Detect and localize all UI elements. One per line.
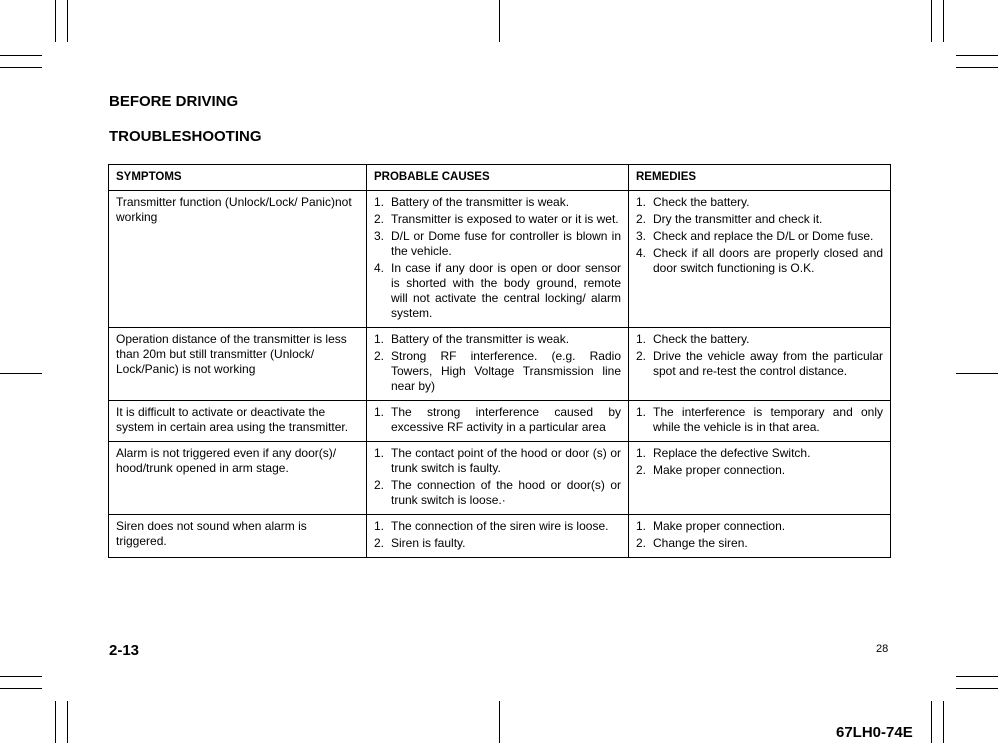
item-number: 3. (636, 229, 647, 243)
document-code: 67LH0-74E (836, 724, 913, 741)
column-header-remedies: REMEDIES (629, 165, 891, 191)
item-number: 1. (636, 332, 647, 346)
cause-item (374, 195, 621, 210)
remedy-item (636, 212, 883, 227)
cause-item-text: The strong interference caused by excessive RF activity in a particular area (391, 405, 621, 434)
probable-causes-cell (367, 401, 629, 442)
crop-mark (0, 55, 42, 56)
crop-mark (956, 67, 998, 68)
remedy-item-text: Check and replace the D/L or Dome fuse. (653, 229, 874, 243)
crop-mark (55, 701, 56, 743)
item-number: 2. (636, 463, 647, 477)
cause-item (374, 261, 621, 321)
table-row (109, 328, 891, 401)
cause-item (374, 332, 621, 347)
cause-item-text: Transmitter is exposed to water or it is wet. (391, 212, 619, 226)
cause-item (374, 212, 621, 227)
remedy-item-text: The interference is temporary and only while the vehicle is in that area. (653, 405, 883, 434)
crop-mark (499, 0, 500, 42)
cause-item (374, 229, 621, 259)
cause-item (374, 349, 621, 394)
remedies-cell (629, 328, 891, 401)
remedy-item-text: Dry the transmitter and check it. (653, 212, 823, 226)
item-number: 2. (374, 536, 385, 550)
cause-item-text: Siren is faulty. (391, 536, 466, 550)
remedy-item (636, 536, 883, 551)
remedy-item-text: Replace the defective Switch. (653, 446, 811, 460)
remedy-item-text: Make proper connection. (653, 519, 786, 533)
cause-item-text: Strong RF interference. (e.g. Radio Towers, High Voltage Transmission line near by) (391, 349, 621, 393)
remedies-cell (629, 515, 891, 558)
item-number: 3. (374, 229, 385, 243)
symptom-cell: Alarm is not triggered even if any door(s)/ hood/trunk opened in arm stage. (109, 442, 367, 515)
item-number: 2. (374, 212, 385, 226)
crop-mark (0, 67, 42, 68)
cause-item (374, 519, 621, 534)
item-number: 4. (636, 246, 647, 260)
table-row (109, 515, 891, 558)
crop-mark (0, 373, 42, 374)
crop-mark (0, 688, 42, 689)
item-number: 1. (374, 519, 385, 533)
column-header-probable-causes: PROBABLE CAUSES (367, 165, 629, 191)
remedy-item (636, 349, 883, 379)
remedy-item (636, 519, 883, 534)
table-header-row (109, 165, 891, 191)
remedies-cell (629, 442, 891, 515)
crop-mark (499, 701, 500, 743)
crop-mark (0, 676, 42, 677)
remedy-item (636, 446, 883, 461)
item-number: 1. (374, 332, 385, 346)
crop-mark (931, 701, 932, 743)
cause-item (374, 478, 621, 508)
section-page-number: 2-13 (109, 642, 140, 659)
column-header-symptoms: SYMPTOMS (109, 165, 367, 191)
symptom-cell: Transmitter function (Unlock/Lock/ Panic)not working (109, 191, 367, 328)
item-number: 1. (636, 195, 647, 209)
remedy-item-text: Make proper connection. (653, 463, 786, 477)
remedies-cell (629, 191, 891, 328)
troubleshooting-table (108, 164, 891, 558)
remedy-item (636, 229, 883, 244)
remedies-list (636, 332, 883, 379)
item-number: 1. (374, 446, 385, 460)
remedy-item (636, 405, 883, 435)
item-number: 4. (374, 261, 385, 275)
cause-item-text: The connection of the hood or door(s) or trunk switch is loose.· (391, 478, 621, 507)
probable-causes-cell (367, 328, 629, 401)
crop-mark (956, 676, 998, 677)
crop-mark (943, 0, 944, 42)
item-number: 1. (374, 195, 385, 209)
remedies-list (636, 195, 883, 276)
cause-item (374, 536, 621, 551)
remedy-item (636, 195, 883, 210)
section-header: BEFORE DRIVING (109, 93, 239, 110)
crop-mark (931, 0, 932, 42)
remedy-item (636, 332, 883, 347)
causes-list (374, 332, 621, 394)
remedy-item-text: Check if all doors are properly closed and door switch functioning is O.K. (653, 246, 883, 275)
remedy-item-text: Change the siren. (653, 536, 748, 550)
causes-list (374, 405, 621, 435)
probable-causes-cell (367, 515, 629, 558)
symptom-cell: Siren does not sound when alarm is triggered. (109, 515, 367, 558)
item-number: 2. (636, 349, 647, 363)
page-number: 28 (876, 643, 889, 655)
cause-item-text: The contact point of the hood or door (s) or trunk switch is faulty. (391, 446, 621, 475)
crop-mark (943, 701, 944, 743)
crop-mark (956, 373, 998, 374)
cause-item-text: Battery of the transmitter is weak. (391, 332, 570, 346)
cause-item (374, 446, 621, 476)
crop-mark (67, 701, 68, 743)
cause-item-text: Battery of the transmitter is weak. (391, 195, 570, 209)
remedies-list (636, 519, 883, 551)
item-number: 1. (636, 519, 647, 533)
remedies-list (636, 446, 883, 478)
table-row (109, 191, 891, 328)
item-number: 2. (374, 478, 385, 492)
crop-mark (956, 55, 998, 56)
remedies-cell (629, 401, 891, 442)
cause-item-text: In case if any door is open or door sensor is shorted with the body ground, remote will not activate the central locking/ alarm system. (391, 261, 621, 320)
causes-list (374, 519, 621, 551)
crop-mark (67, 0, 68, 42)
cause-item (374, 405, 621, 435)
item-number: 1. (374, 405, 385, 419)
remedy-item-text: Check the battery. (653, 332, 750, 346)
remedy-item (636, 463, 883, 478)
remedy-item (636, 246, 883, 276)
item-number: 2. (636, 212, 647, 226)
causes-list (374, 446, 621, 508)
remedy-item-text: Drive the vehicle away from the particular spot and re-test the control distance. (653, 349, 883, 378)
item-number: 1. (636, 405, 647, 419)
remedies-list (636, 405, 883, 435)
remedy-item-text: Check the battery. (653, 195, 750, 209)
symptom-cell: It is difficult to activate or deactivate the system in certain area using the transmitter. (109, 401, 367, 442)
probable-causes-cell (367, 442, 629, 515)
item-number: 1. (636, 446, 647, 460)
cause-item-text: The connection of the siren wire is loose. (391, 519, 609, 533)
cause-item-text: D/L or Dome fuse for controller is blown in the vehicle. (391, 229, 621, 258)
crop-mark (55, 0, 56, 42)
crop-mark (956, 688, 998, 689)
page-title: TROUBLESHOOTING (109, 128, 262, 145)
probable-causes-cell (367, 191, 629, 328)
item-number: 2. (636, 536, 647, 550)
table-row (109, 401, 891, 442)
symptom-cell: Operation distance of the transmitter is less than 20m but still transmitter (Unlock/ Lock/Panic) is not working (109, 328, 367, 401)
causes-list (374, 195, 621, 321)
table-row (109, 442, 891, 515)
item-number: 2. (374, 349, 385, 363)
